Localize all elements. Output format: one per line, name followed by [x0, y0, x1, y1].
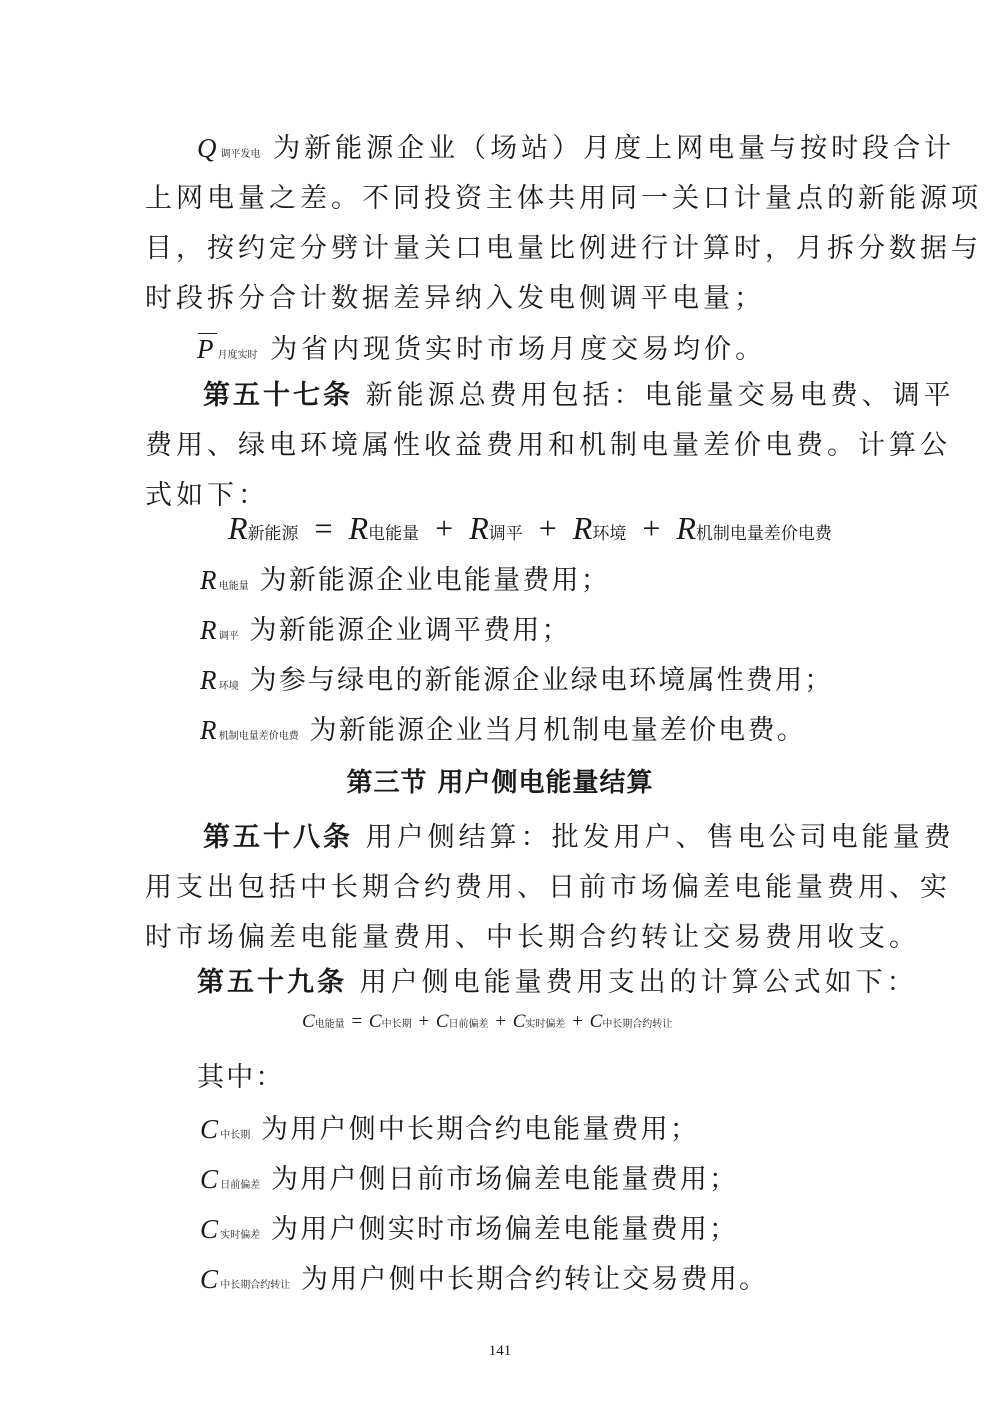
paragraph-line	[145, 231, 982, 267]
formula-var: C	[302, 1011, 315, 1032]
formula-op: +	[572, 1011, 583, 1032]
symbol-letter: C	[200, 1114, 221, 1144]
paragraph-line	[197, 331, 766, 374]
formula-sub: 机制电量差价电费	[695, 524, 832, 544]
article-59	[197, 965, 918, 1001]
symbol-r-energy	[200, 565, 249, 595]
line-text: 为新能源企业调平费用；	[249, 615, 571, 646]
symbol-subscript: 调平发电	[220, 149, 261, 160]
definition-line	[200, 662, 834, 705]
symbol-letter: R	[200, 615, 219, 645]
paragraph-line	[197, 1060, 285, 1096]
line-text: 为用户侧日前市场偏差电能量费用；	[271, 1164, 739, 1195]
symbol-letter: C	[200, 1164, 221, 1194]
article-title: 第五十七条	[203, 380, 353, 411]
line-text: 为新能源企业当月机制电量差价电费。	[309, 715, 806, 746]
formula-sub: 新能源	[247, 524, 299, 544]
line-text: 上网电量之差。不同投资主体共用同一关口计量点的新能源项	[145, 183, 982, 214]
paragraph-line	[145, 920, 920, 956]
line-text: 为用户侧中长期合约电能量费用；	[261, 1114, 700, 1145]
article-57	[203, 378, 955, 414]
page-number: 141	[488, 1343, 512, 1359]
line-text: 时市场偏差电能量费用、中长期合约转让交易费用收支。	[145, 922, 920, 953]
line-text: 目，按约定分劈计量关口电量比例进行计算时，月拆分数据与	[145, 233, 982, 264]
line-text: 为新能源企业电能量费用；	[259, 565, 610, 596]
symbol-subscript: 月度实时	[217, 350, 258, 361]
formula-new-energy-total	[228, 508, 832, 554]
formula-op: =	[351, 1011, 363, 1032]
symbol-letter: R	[200, 715, 219, 745]
symbol-letter: P	[197, 331, 218, 367]
paragraph-line	[145, 428, 951, 464]
symbol-letter: Q	[197, 133, 221, 163]
formula-sub: 中长期合约转让	[602, 1019, 673, 1030]
formula-op: +	[495, 1011, 506, 1032]
formula-var: R	[228, 510, 248, 546]
symbol-subscript: 中长期合约转让	[220, 1280, 291, 1291]
line-text: 时段拆分合计数据差异纳入发电侧调平电量；	[145, 283, 765, 314]
line-text: 用支出包括中长期合约费用、日前市场偏差电能量费用、实	[145, 872, 951, 903]
formula-sub: 电能量	[368, 524, 420, 544]
formula-sub: 中长期	[381, 1019, 412, 1030]
symbol-subscript: 机制电量差价电费	[218, 731, 299, 742]
symbol-letter: C	[200, 1214, 221, 1244]
formula-user-energy-cost	[302, 1008, 672, 1039]
formula-sub: 日前偏差	[448, 1019, 489, 1030]
paragraph-line	[145, 281, 765, 317]
symbol-c-longterm	[200, 1114, 250, 1144]
line-text: 式如下：	[145, 480, 269, 511]
formula-var: R	[676, 510, 696, 546]
symbol-q-adjust	[197, 133, 261, 163]
article-58	[203, 820, 955, 856]
line-text: 为省内现货实时市场月度交易均价。	[270, 334, 767, 365]
definition-line	[200, 1261, 768, 1304]
formula-sub: 实时偏差	[525, 1019, 566, 1030]
article-title: 第五十八条	[203, 822, 353, 853]
line-text: 为参与绿电的新能源企业绿电环境属性费用；	[249, 665, 834, 696]
symbol-letter: C	[200, 1264, 221, 1294]
formula-op: +	[642, 510, 661, 546]
definition-line	[200, 1111, 699, 1154]
symbol-p-realtime	[197, 334, 258, 364]
line-text: 新能源总费用包括：电能量交易电费、调平	[365, 380, 955, 411]
line-text: 为用户侧实时市场偏差电能量费用；	[271, 1214, 739, 1245]
formula-op: +	[418, 1011, 430, 1032]
definition-line	[200, 562, 610, 605]
formula-op: =	[314, 510, 333, 546]
formula-op: +	[435, 510, 454, 546]
definition-line	[200, 1211, 738, 1254]
paragraph-line	[197, 130, 955, 173]
article-title: 第五十九条	[197, 967, 347, 998]
formula-var: C	[368, 1011, 382, 1032]
line-text: 用户侧结算：批发用户、售电公司电能量费	[365, 822, 955, 853]
line-text: 为用户侧中长期合约转让交易费用。	[301, 1264, 769, 1295]
formula-var: C	[435, 1011, 449, 1032]
paragraph-line	[145, 870, 951, 906]
section-heading: 第三节 用户侧电能量结算	[346, 768, 654, 798]
symbol-c-dayahead	[200, 1164, 260, 1194]
symbol-r-mechanism	[200, 715, 299, 745]
symbol-c-transfer	[200, 1264, 290, 1294]
symbol-subscript: 中长期	[220, 1130, 251, 1141]
symbol-letter: R	[200, 665, 219, 695]
formula-var: R	[348, 510, 369, 546]
line-text: 为新能源企业（场站）月度上网电量与按时段合计	[273, 133, 956, 164]
formula-sub: 调平	[488, 524, 523, 544]
definition-line	[200, 1161, 738, 1204]
formula-var: C	[512, 1011, 526, 1032]
formula-sub: 环境	[592, 524, 627, 544]
formula-sub: 电能量	[314, 1019, 345, 1030]
formula-var: R	[469, 510, 489, 546]
symbol-subscript: 日前偏差	[220, 1180, 261, 1191]
symbol-r-adjust	[200, 615, 239, 645]
definition-line	[200, 612, 571, 655]
symbol-subscript: 实时偏差	[220, 1230, 261, 1241]
line-text: 其中：	[197, 1062, 285, 1093]
definition-line	[200, 712, 806, 755]
formula-op: +	[538, 510, 557, 546]
symbol-subscript: 电能量	[218, 581, 249, 592]
paragraph-line	[145, 181, 982, 217]
formula-var: C	[589, 1011, 603, 1032]
symbol-letter: R	[200, 565, 219, 595]
line-text: 费用、绿电环境属性收益费用和机制电量差价电费。计算公	[145, 430, 951, 461]
symbol-r-environment	[200, 665, 239, 695]
symbol-c-realtime	[200, 1214, 260, 1244]
line-text: 用户侧电能量费用支出的计算公式如下：	[359, 967, 918, 998]
symbol-subscript: 调平	[218, 631, 239, 642]
symbol-subscript: 环境	[218, 681, 239, 692]
formula-var: R	[572, 510, 593, 546]
